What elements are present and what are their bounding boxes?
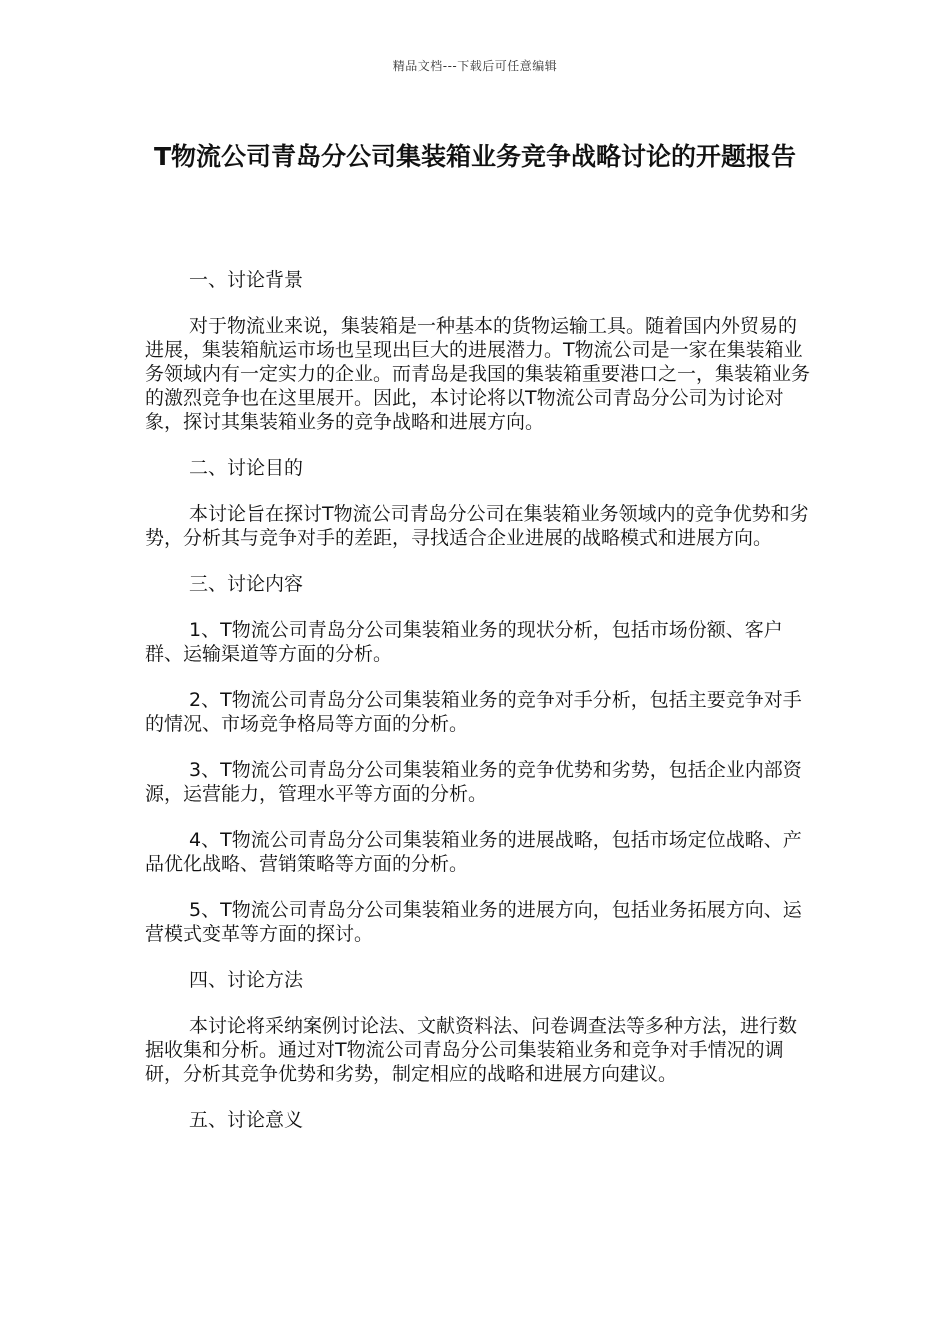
document-body	[145, 268, 810, 1154]
section-heading-purpose: 二、讨论目的	[189, 457, 304, 479]
content-item-2: 2、T物流公司青岛分公司集装箱业务的竞争对手分析，包括主要竞争对手的情况、市场竞争格局等方面的分析。	[145, 689, 802, 735]
section-text-method: 本讨论将采纳案例讨论法、文献资料法、问卷调查法等多种方法，进行数据收集和分析。通过对T物流公司青岛分公司集装箱业务和竞争对手情况的调研，分析其竞争优势和劣势，制定相应的战略和进展方向建议。	[145, 1015, 798, 1085]
content-item-4: 4、T物流公司青岛分公司集装箱业务的进展战略，包括市场定位战略、产品优化战略、营销策略等方面的分析。	[145, 829, 802, 875]
page-header-note: 精品文档---下载后可任意编辑	[392, 59, 558, 73]
section-heading-content: 三、讨论内容	[189, 573, 304, 595]
content-item-1: 1、T物流公司青岛分公司集装箱业务的现状分析，包括市场份额、客户群、运输渠道等方面的分析。	[145, 619, 783, 665]
content-item-3: 3、T物流公司青岛分公司集装箱业务的竞争优势和劣势，包括企业内部资源，运营能力，管理水平等方面的分析。	[145, 759, 802, 805]
section-text-background: 对于物流业来说，集装箱是一种基本的货物运输工具。随着国内外贸易的进展，集装箱航运市场也呈现出巨大的进展潜力。T物流公司是一家在集装箱业务领域内有一定实力的企业。而青岛是我国的集装箱重要港口之一，集装箱业务的激烈竞争也在这里展开。因此，本讨论将以T物流公司青岛分公司为讨论对象，探讨其集装箱业务的竞争战略和进展方向。	[145, 315, 811, 433]
document-title: T物流公司青岛分公司集装箱业务竞争战略讨论的开题报告	[153, 142, 797, 171]
section-text-purpose: 本讨论旨在探讨T物流公司青岛分公司在集装箱业务领域内的竞争优势和劣势，分析其与竞争对手的差距，寻找适合企业进展的战略模式和进展方向。	[145, 503, 809, 549]
section-heading-background: 一、讨论背景	[189, 269, 304, 291]
section-heading-significance: 五、讨论意义	[189, 1109, 304, 1131]
content-item-5: 5、T物流公司青岛分公司集装箱业务的进展方向，包括业务拓展方向、运营模式变革等方面的探讨。	[145, 899, 802, 945]
section-heading-method: 四、讨论方法	[189, 969, 304, 991]
